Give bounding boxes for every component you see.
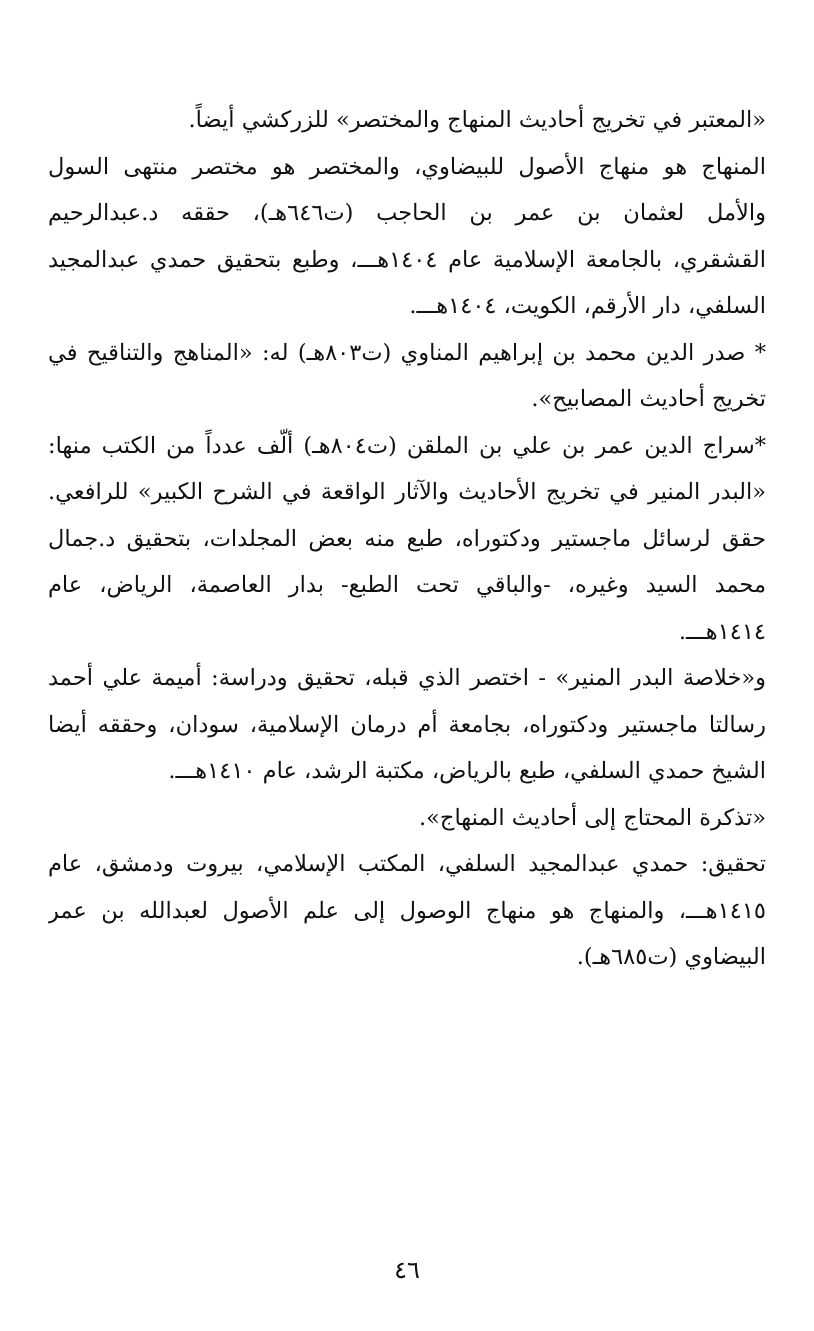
text-line-4: القشقري، بالجامعة الإسلامية عام ١٤٠٤هـــ، وطبع بتحقيق حمدي عبدالمجيد	[48, 246, 766, 273]
text-line-12: ١٤١٤هـــ.	[678, 618, 766, 645]
text-line-16: «تذكرة المحتاج إلى أحاديث المنهاج».	[419, 804, 766, 831]
text-line-13: و«خلاصة البدر المنير» - اختصر الذي قبله، تحقيق ودراسة: أميمة علي أحمد	[48, 665, 766, 691]
text-line-8: *سراج الدين عمر بن علي بن الملقن (ت٨٠٤هـ) ألّف عدداً من الكتب منها:	[48, 432, 766, 459]
text-line-9: «البدر المنير في تخريج الأحاديث والآثار الواقعة في الشرح الكبير» للرافعي.	[48, 479, 766, 505]
text-line-2: المنهاج هو منهاج الأصول للبيضاوي، والمختصر هو مختصر منتهى السول	[48, 153, 766, 180]
body-text	[48, 97, 766, 981]
text-line-17: تحقيق: حمدي عبدالمجيد السلفي، المكتب الإسلامي، بيروت ودمشق، عام	[48, 851, 766, 877]
text-line-14: رسالتا ماجستير ودكتوراه، بجامعة أم درمان الإسلامية، سودان، وحققه أيضا	[48, 711, 766, 738]
page-number: ٤٦	[394, 1256, 420, 1284]
text-line-1: «المعتبر في تخريج أحاديث المنهاج والمختصر» للزركشي أيضاً.	[188, 107, 766, 133]
text-line-6: * صدر الدين محمد بن إبراهيم المناوي (ت٨٠٣هـ) له: «المناهج والتناقيح في	[48, 339, 766, 366]
text-line-15: الشيخ حمدي السلفي، طبع بالرياض، مكتبة الرشد، عام ١٤١٠هـــ.	[168, 758, 766, 784]
text-line-19: البيضاوي (ت٦٨٥هـ).	[576, 944, 766, 970]
text-line-3: والأمل لعثمان بن عمر بن الحاجب (ت٦٤٦هـ)، حققه د.عبدالرحيم	[48, 200, 766, 226]
text-line-18: ١٤١٥هـــ، والمنهاج هو منهاج الوصول إلى علم الأصول لعبدالله بن عمر	[48, 897, 766, 924]
text-line-11: محمد السيد وغيره، -والباقي تحت الطبع- بدار العاصمة، الرياض، عام	[48, 572, 766, 598]
text-line-10: حقق لرسائل ماجستير ودكتوراه، طبع منه بعض المجلدات، بتحقيق د.جمال	[48, 525, 766, 552]
text-line-5: السلفي، دار الأرقم، الكويت، ١٤٠٤هـــ.	[409, 293, 766, 319]
text-line-7: تخريج أحاديث المصابيح».	[531, 386, 766, 412]
